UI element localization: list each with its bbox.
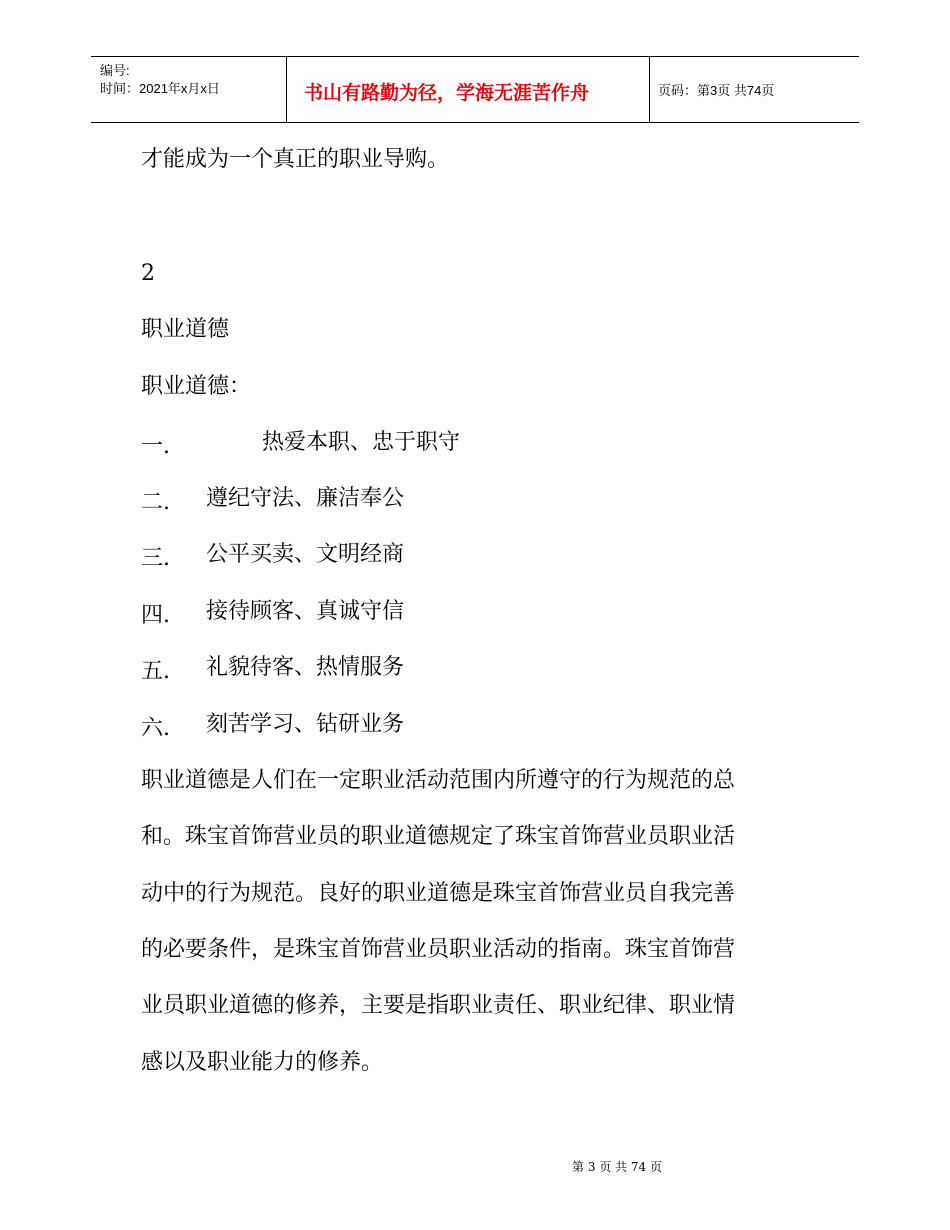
footer-page-number: 第 3 页 共 74 页 — [572, 1160, 662, 1174]
section-number: 2 — [141, 261, 155, 286]
list-item-3-text: 公平买卖、文明经商 — [206, 542, 405, 567]
list-item-1-number: 一. — [141, 434, 170, 459]
header-page-info: 页码：第3页 共74页 — [658, 83, 775, 98]
list-item-4-text: 接待顾客、真诚守信 — [206, 599, 405, 624]
header-time-label: 时间：2021年x月x日 — [100, 81, 220, 96]
list-item-5-number: 五. — [141, 659, 170, 684]
list-item-1-text: 热爱本职、忠于职守 — [262, 430, 461, 455]
list-item-6-number: 六. — [141, 716, 170, 741]
header-top-rule — [91, 56, 859, 57]
paragraph-line-1: 职业道德是人们在一定职业活动范围内所遵守的行为规范的总 — [141, 768, 736, 793]
section-title: 职业道德 — [141, 317, 230, 342]
list-item-2-text: 遵纪守法、廉洁奉公 — [206, 486, 405, 511]
header-divider-left — [286, 56, 287, 122]
paragraph-line-3: 动中的行为规范。良好的职业道德是珠宝首饰营业员自我完善 — [141, 881, 736, 906]
continuation-line: 才能成为一个真正的职业导购。 — [141, 147, 450, 172]
list-item-2-number: 二. — [141, 490, 170, 515]
header-divider-right — [649, 56, 650, 122]
list-item-3-number: 三. — [141, 546, 170, 571]
section-subtitle: 职业道德： — [141, 374, 252, 399]
paragraph-line-4: 的必要条件，是珠宝首饰营业员职业活动的指南。珠宝首饰营 — [141, 937, 736, 962]
header-bottom-rule — [91, 122, 859, 123]
list-item-5-text: 礼貌待客、热情服务 — [206, 655, 405, 680]
list-item-6-text: 刻苦学习、钻研业务 — [206, 712, 405, 737]
header-number-label: 编号: — [100, 63, 130, 78]
paragraph-line-5: 业员职业道德的修养，主要是指职业责任、职业纪律、职业情 — [141, 993, 736, 1018]
list-item-4-number: 四. — [141, 603, 170, 628]
paragraph-line-6: 感以及职业能力的修养。 — [141, 1050, 384, 1075]
paragraph-line-2: 和。珠宝首饰营业员的职业道德规定了珠宝首饰营业员职业活 — [141, 824, 736, 849]
header-motto: 书山有路勤为径，学海无涯苦作舟 — [304, 83, 590, 104]
